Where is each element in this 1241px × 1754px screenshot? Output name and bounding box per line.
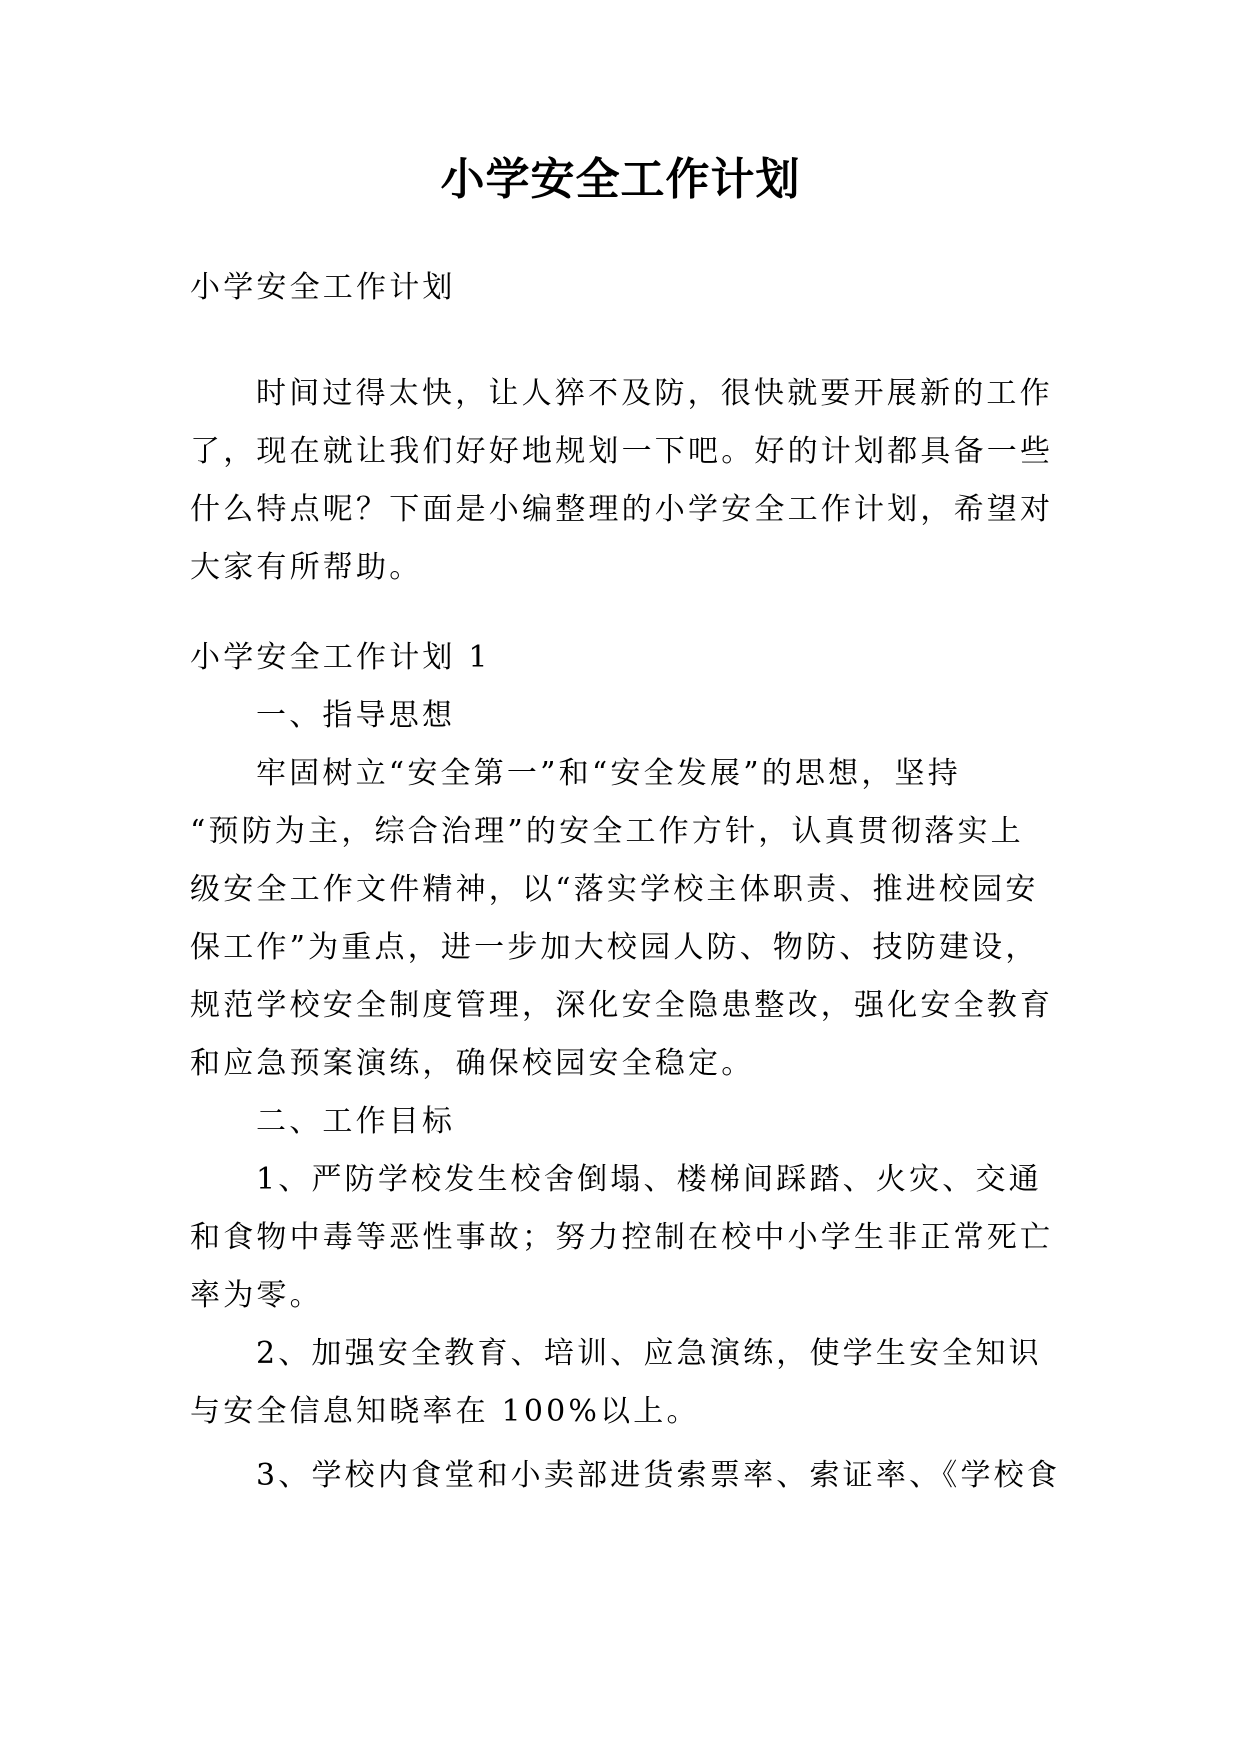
subsection-heading: 一、指导思想 [256, 698, 456, 733]
paragraph-line: 保工作”为重点，进一步加大校园人防、物防、技防建设， [190, 930, 1039, 965]
paragraph-line: 级安全工作文件精神，以“落实学校主体职责、推进校园安 [190, 872, 1039, 907]
subtitle-line: 小学安全工作计划 [190, 270, 456, 305]
paragraph-line: 与安全信息知晓率在 100%以上。 [190, 1394, 700, 1429]
paragraph-line: 2、加强安全教育、培训、应急演练，使学生安全知识 [256, 1336, 1042, 1371]
paragraph-line: “预防为主，综合治理”的安全工作方针，认真贯彻落实上 [190, 814, 1024, 849]
paragraph-line: 和应急预案演练，确保校园安全稳定。 [190, 1046, 755, 1081]
paragraph-line: 时间过得太快，让人猝不及防，很快就要开展新的工作 [256, 376, 1053, 411]
paragraph-line: 率为零。 [190, 1278, 323, 1313]
section-heading: 小学安全工作计划 1 [190, 640, 491, 675]
paragraph-line: 大家有所帮助。 [190, 550, 423, 585]
paragraph-line: 了，现在就让我们好好地规划一下吧。好的计划都具备一些 [190, 434, 1054, 469]
paragraph-line: 规范学校安全制度管理，深化安全隐患整改，强化安全教育 [190, 988, 1054, 1023]
paragraph-line: 什么特点呢？下面是小编整理的小学安全工作计划，希望对 [190, 492, 1054, 527]
paragraph-line: 牢固树立“安全第一”和“安全发展”的思想，坚持 [256, 756, 961, 791]
paragraph-line: 1、严防学校发生校舍倒塌、楼梯间踩踏、火灾、交通 [256, 1162, 1042, 1197]
paragraph-line: 和食物中毒等恶性事故；努力控制在校中小学生非正常死亡 [190, 1220, 1054, 1255]
paragraph-line: 3、学校内食堂和小卖部进货索票率、索证率、《学校食 [256, 1458, 1061, 1493]
document-title: 小学安全工作计划 [440, 154, 801, 205]
subsection-heading: 二、工作目标 [256, 1104, 456, 1139]
